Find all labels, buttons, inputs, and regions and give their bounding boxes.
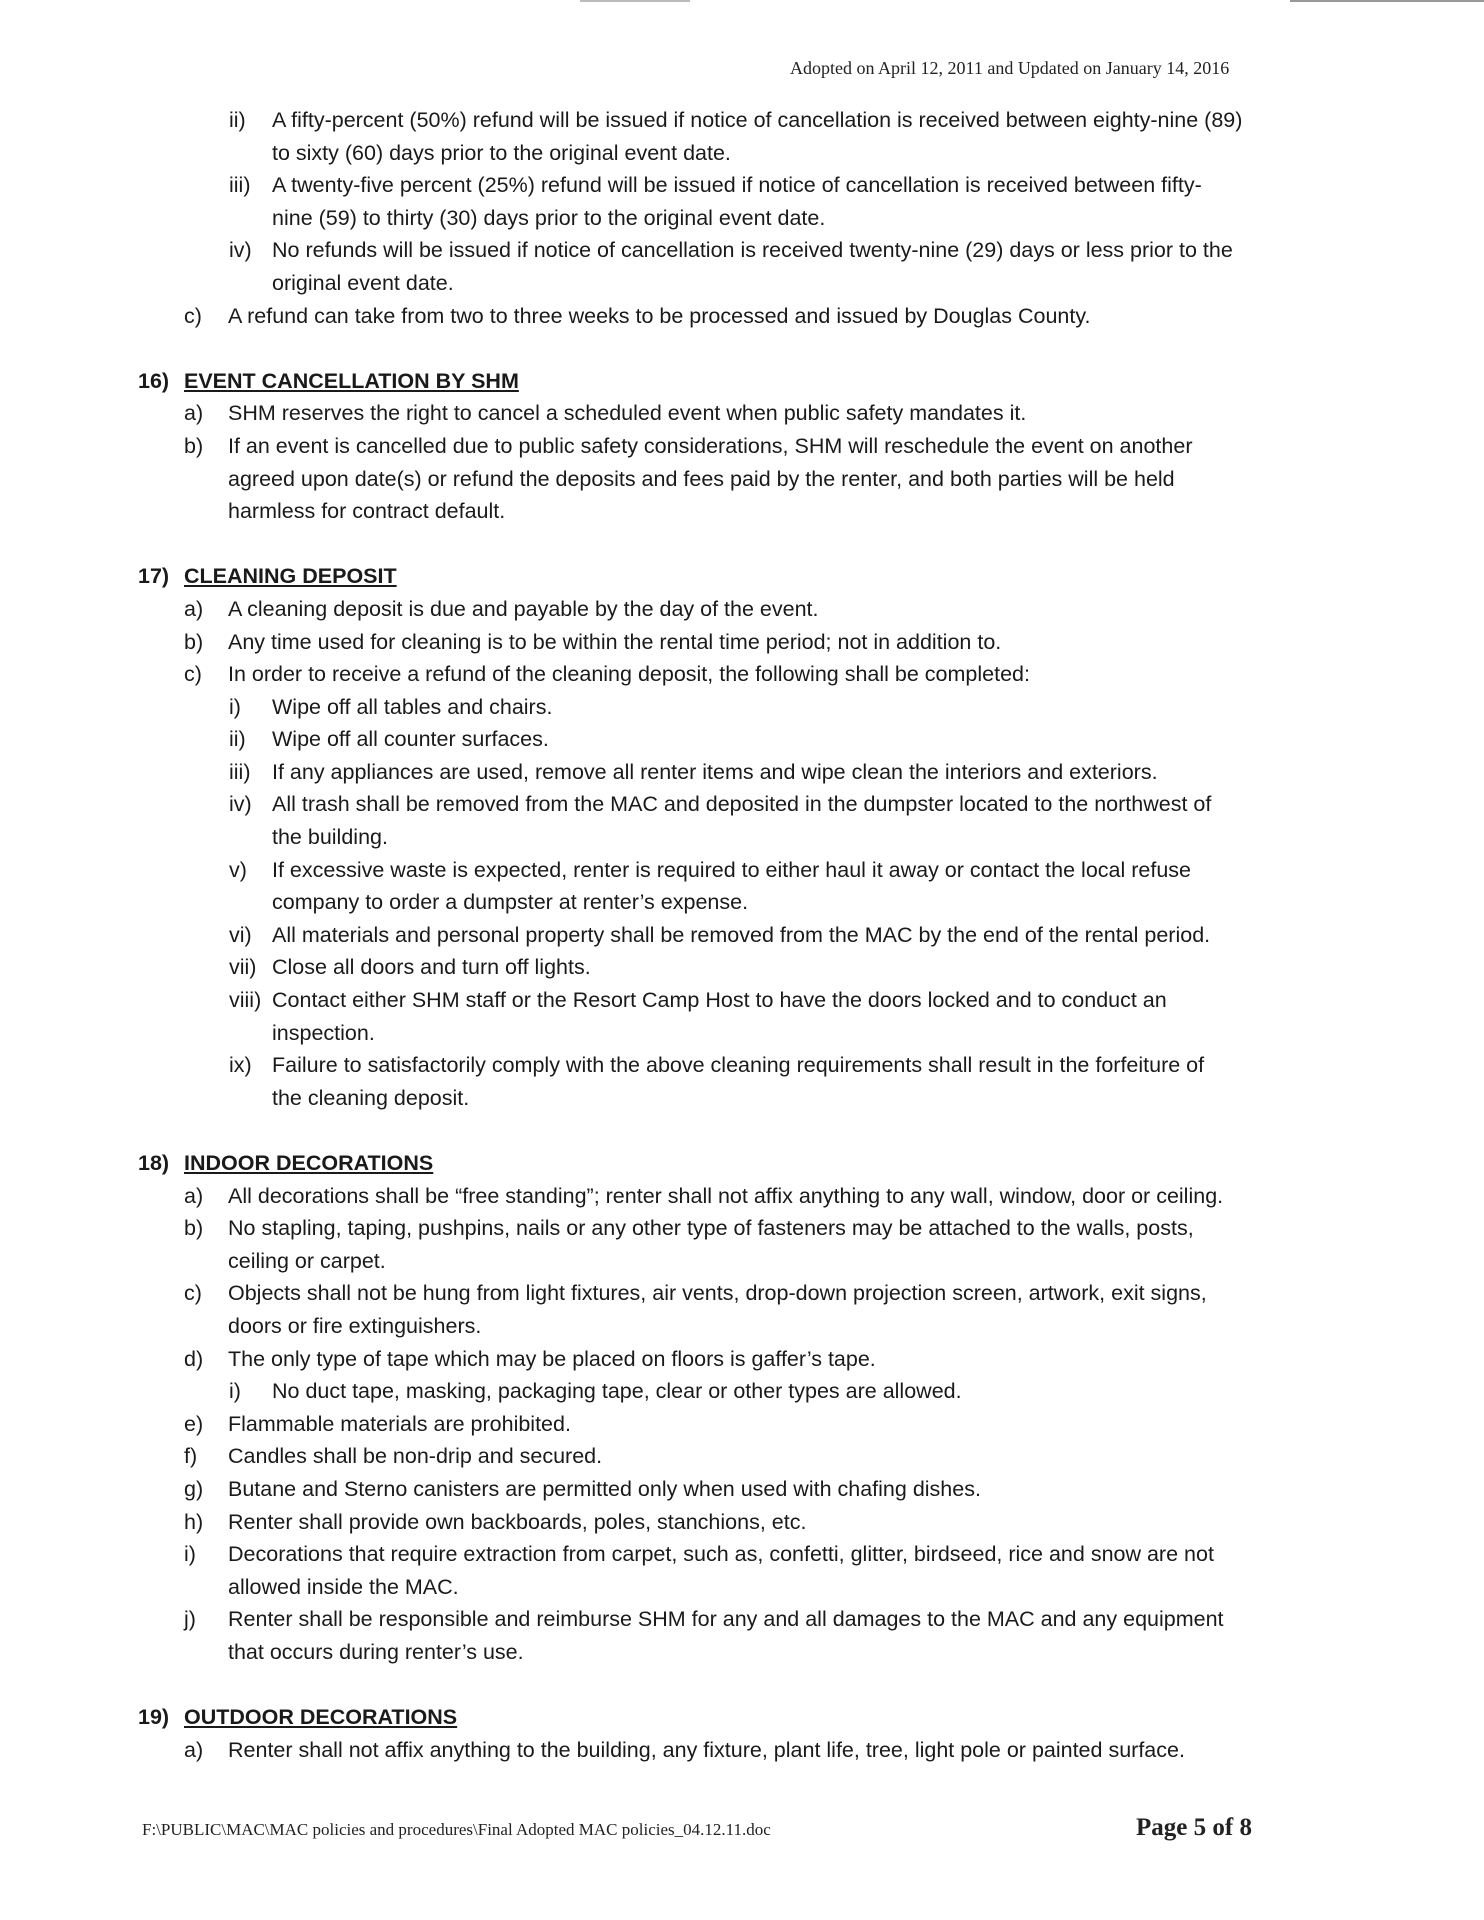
item-label: i) bbox=[229, 1379, 241, 1404]
item-label: d) bbox=[184, 1346, 204, 1371]
item-text: Contact either SHM staff or the Resort Camp Host to have the doors locked and to conduct an bbox=[272, 988, 1167, 1013]
list-item bbox=[0, 1734, 1484, 1767]
item-label: a) bbox=[184, 1183, 204, 1208]
item-text: SHM reserves the right to cancel a scheduled event when public safety mandates it. bbox=[228, 401, 1027, 426]
item-text: Candles shall be non-drip and secured. bbox=[228, 1444, 603, 1469]
text-line bbox=[0, 886, 1484, 919]
list-item bbox=[0, 1343, 1484, 1376]
list-item bbox=[0, 1473, 1484, 1506]
text-line bbox=[0, 1603, 1484, 1636]
list-item bbox=[0, 1049, 1484, 1114]
text-line bbox=[0, 463, 1484, 496]
section-heading bbox=[0, 560, 1484, 593]
item-label: v) bbox=[229, 857, 247, 882]
text-line bbox=[0, 691, 1484, 724]
item-text: nine (59) to thirty (30) days prior to the original event date. bbox=[272, 205, 826, 230]
item-text: If excessive waste is expected, renter is required to either haul it away or contact the local refuse bbox=[272, 857, 1191, 882]
text-line bbox=[0, 300, 1484, 333]
item-label: ix) bbox=[229, 1053, 252, 1078]
item-text: If any appliances are used, remove all renter items and wipe clean the interiors and exteriors. bbox=[272, 759, 1158, 784]
item-text: No stapling, taping, pushpins, nails or any other type of fasteners may be attached to the walls, posts, bbox=[228, 1216, 1194, 1241]
text-line bbox=[0, 951, 1484, 984]
section-title: INDOOR DECORATIONS bbox=[184, 1151, 434, 1175]
item-text: the cleaning deposit. bbox=[272, 1085, 470, 1110]
item-text: Close all doors and turn off lights. bbox=[272, 955, 591, 980]
item-text: Renter shall not affix anything to the building, any fixture, plant life, tree, light pole or painted surface. bbox=[228, 1737, 1185, 1762]
text-line bbox=[0, 756, 1484, 789]
text-line bbox=[0, 1245, 1484, 1278]
item-text: No duct tape, masking, packaging tape, clear or other types are allowed. bbox=[272, 1379, 962, 1404]
item-label: ii) bbox=[229, 108, 246, 132]
text-line bbox=[0, 560, 1484, 593]
item-label: i) bbox=[184, 1542, 196, 1567]
list-item bbox=[0, 1408, 1484, 1441]
list-item bbox=[0, 397, 1484, 430]
item-text: inspection. bbox=[272, 1020, 375, 1045]
item-label: c) bbox=[184, 662, 202, 687]
text-line bbox=[0, 593, 1484, 626]
item-text: agreed upon date(s) or refund the deposits and fees paid by the renter, and both parties will be held bbox=[228, 466, 1175, 491]
item-label: a) bbox=[184, 1737, 204, 1762]
text-line bbox=[0, 1147, 1484, 1180]
item-text: Decorations that require extraction from carpet, such as, confetti, glitter, birdseed, rice and snow are not bbox=[228, 1542, 1214, 1567]
item-text: If an event is cancelled due to public safety considerations, SHM will reschedule the event on another bbox=[228, 433, 1193, 458]
item-label: c) bbox=[184, 303, 202, 328]
item-label: j) bbox=[184, 1607, 196, 1632]
text-line bbox=[0, 1343, 1484, 1376]
text-line bbox=[0, 1506, 1484, 1539]
text-line bbox=[0, 854, 1484, 887]
item-text: A cleaning deposit is due and payable by the day of the event. bbox=[228, 596, 819, 621]
item-text: that occurs during renter’s use. bbox=[228, 1639, 524, 1664]
text-line bbox=[0, 1636, 1484, 1669]
item-text: to sixty (60) days prior to the original event date. bbox=[272, 140, 731, 165]
text-line bbox=[0, 821, 1484, 854]
list-item bbox=[0, 430, 1484, 528]
item-text: A twenty-five percent (25%) refund will be issued if notice of cancellation is received between fifty- bbox=[272, 173, 1202, 198]
item-text: All decorations shall be “free standing”; renter shall not affix anything to any wall, window, door or ceiling. bbox=[228, 1183, 1224, 1208]
footer-file-path: F:\PUBLIC\MAC\MAC policies and procedures\Final Adopted MAC policies_04.12.11.doc bbox=[142, 1820, 771, 1839]
list-item bbox=[0, 1375, 1484, 1408]
text-line bbox=[0, 1440, 1484, 1473]
item-text: Wipe off all tables and chairs. bbox=[272, 694, 553, 719]
text-line bbox=[0, 1408, 1484, 1441]
text-line bbox=[0, 1310, 1484, 1343]
list-item bbox=[0, 1277, 1484, 1342]
section-title: CLEANING DEPOSIT bbox=[184, 564, 397, 589]
item-label: iv) bbox=[229, 792, 252, 817]
paragraph-gap bbox=[0, 1114, 1484, 1147]
paragraph-gap bbox=[0, 332, 1484, 365]
section-heading bbox=[0, 1701, 1484, 1734]
text-line bbox=[0, 984, 1484, 1017]
list-item bbox=[0, 593, 1484, 626]
item-label: 18) bbox=[138, 1151, 170, 1175]
item-label: b) bbox=[184, 629, 204, 654]
text-line bbox=[0, 137, 1484, 170]
text-line bbox=[0, 788, 1484, 821]
text-line bbox=[0, 365, 1484, 398]
item-text: All trash shall be removed from the MAC and deposited in the dumpster located to the northwest of bbox=[272, 792, 1212, 817]
scan-edge-mark bbox=[580, 0, 690, 2]
text-line bbox=[0, 919, 1484, 952]
list-item bbox=[0, 626, 1484, 659]
item-label: a) bbox=[184, 596, 204, 621]
list-item bbox=[0, 854, 1484, 919]
item-label: ii) bbox=[229, 727, 246, 752]
list-item bbox=[0, 658, 1484, 691]
text-line bbox=[0, 723, 1484, 756]
item-text: All materials and personal property shall be removed from the MAC by the end of the rental period. bbox=[272, 922, 1211, 947]
item-text: allowed inside the MAC. bbox=[228, 1574, 459, 1599]
list-item bbox=[0, 1603, 1484, 1668]
item-label: iv) bbox=[229, 238, 252, 263]
item-text: doors or fire extinguishers. bbox=[228, 1313, 482, 1338]
list-item bbox=[0, 984, 1484, 1049]
text-line bbox=[0, 202, 1484, 235]
text-line bbox=[0, 1473, 1484, 1506]
text-line bbox=[0, 430, 1484, 463]
section-heading bbox=[0, 1147, 1484, 1180]
text-line bbox=[0, 626, 1484, 659]
list-item bbox=[0, 951, 1484, 984]
item-text: company to order a dumpster at renter’s expense. bbox=[272, 890, 749, 915]
list-item bbox=[0, 1180, 1484, 1213]
list-item bbox=[0, 919, 1484, 952]
item-text: In order to receive a refund of the cleaning deposit, the following shall be completed: bbox=[228, 662, 1030, 687]
item-label: b) bbox=[184, 1216, 204, 1241]
item-label: vi) bbox=[229, 922, 252, 947]
text-line bbox=[0, 1734, 1484, 1767]
item-label: a) bbox=[184, 401, 204, 426]
item-label: 19) bbox=[138, 1705, 170, 1730]
text-line bbox=[0, 397, 1484, 430]
text-line bbox=[0, 267, 1484, 300]
item-text: ceiling or carpet. bbox=[228, 1248, 386, 1273]
list-item bbox=[0, 756, 1484, 789]
list-item bbox=[0, 1506, 1484, 1539]
item-label: 16) bbox=[138, 368, 170, 393]
list-item bbox=[0, 104, 1484, 169]
item-text: Failure to satisfactorily comply with the above cleaning requirements shall result in the forfeiture of bbox=[272, 1053, 1205, 1078]
item-label: iii) bbox=[229, 759, 251, 784]
text-line bbox=[0, 1212, 1484, 1245]
item-label: e) bbox=[184, 1411, 204, 1436]
text-line bbox=[0, 1277, 1484, 1310]
text-line bbox=[0, 234, 1484, 267]
item-text: A fifty-percent (50%) refund will be issued if notice of cancellation is received between eighty-nine (89) bbox=[272, 108, 1243, 132]
paragraph-gap bbox=[0, 1669, 1484, 1702]
text-line bbox=[0, 1049, 1484, 1082]
item-label: viii) bbox=[229, 988, 262, 1013]
text-line bbox=[0, 169, 1484, 202]
item-text: Flammable materials are prohibited. bbox=[228, 1411, 571, 1436]
document-body bbox=[0, 104, 1484, 1766]
text-line bbox=[0, 1571, 1484, 1604]
item-text: Any time used for cleaning is to be within the rental time period; not in addition to. bbox=[228, 629, 1002, 654]
item-label: vii) bbox=[229, 955, 257, 980]
text-line bbox=[0, 1375, 1484, 1408]
list-item bbox=[0, 300, 1484, 333]
list-item bbox=[0, 1440, 1484, 1473]
item-text: original event date. bbox=[272, 270, 454, 295]
section-heading bbox=[0, 365, 1484, 398]
item-label: f) bbox=[184, 1444, 198, 1469]
list-item bbox=[0, 169, 1484, 234]
section-title: OUTDOOR DECORATIONS bbox=[184, 1705, 458, 1730]
item-label: c) bbox=[184, 1281, 202, 1306]
item-text: the building. bbox=[272, 825, 388, 850]
scan-edge-mark bbox=[1290, 0, 1484, 2]
list-item bbox=[0, 691, 1484, 724]
item-text: Wipe off all counter surfaces. bbox=[272, 727, 549, 752]
list-item bbox=[0, 1212, 1484, 1277]
text-line bbox=[0, 495, 1484, 528]
section-title: EVENT CANCELLATION BY SHM bbox=[184, 368, 519, 393]
item-text: Objects shall not be hung from light fixtures, air vents, drop-down projection screen, artwork, exit signs, bbox=[228, 1281, 1207, 1306]
list-item bbox=[0, 788, 1484, 853]
item-text: The only type of tape which may be placed on floors is gaffer’s tape. bbox=[228, 1346, 876, 1371]
document-header: Adopted on April 12, 2011 and Updated on January 14, 2016 bbox=[790, 58, 1230, 78]
item-label: h) bbox=[184, 1509, 204, 1534]
text-line bbox=[0, 1538, 1484, 1571]
paragraph-gap bbox=[0, 528, 1484, 561]
item-text: A refund can take from two to three weeks to be processed and issued by Douglas County. bbox=[228, 303, 1091, 328]
text-line bbox=[0, 104, 1484, 137]
item-label: g) bbox=[184, 1476, 204, 1501]
item-label: b) bbox=[184, 433, 204, 458]
list-item bbox=[0, 1538, 1484, 1603]
item-label: 17) bbox=[138, 564, 170, 589]
item-label: i) bbox=[229, 694, 241, 719]
list-item bbox=[0, 723, 1484, 756]
item-text: No refunds will be issued if notice of cancellation is received twenty-nine (29) days or less prior to the bbox=[272, 238, 1233, 263]
item-text: Renter shall provide own backboards, poles, stanchions, etc. bbox=[228, 1509, 807, 1534]
item-text: harmless for contract default. bbox=[228, 499, 506, 524]
item-label: iii) bbox=[229, 173, 251, 198]
text-line bbox=[0, 1082, 1484, 1115]
item-text: Butane and Sterno canisters are permitted only when used with chafing dishes. bbox=[228, 1476, 981, 1501]
item-text: Renter shall be responsible and reimburse SHM for any and all damages to the MAC and any equipment bbox=[228, 1607, 1224, 1632]
text-line bbox=[0, 1701, 1484, 1734]
page-number: Page 5 of 8 bbox=[1136, 1814, 1252, 1841]
text-line bbox=[0, 658, 1484, 691]
text-line bbox=[0, 1017, 1484, 1050]
list-item bbox=[0, 234, 1484, 299]
text-line bbox=[0, 1180, 1484, 1213]
